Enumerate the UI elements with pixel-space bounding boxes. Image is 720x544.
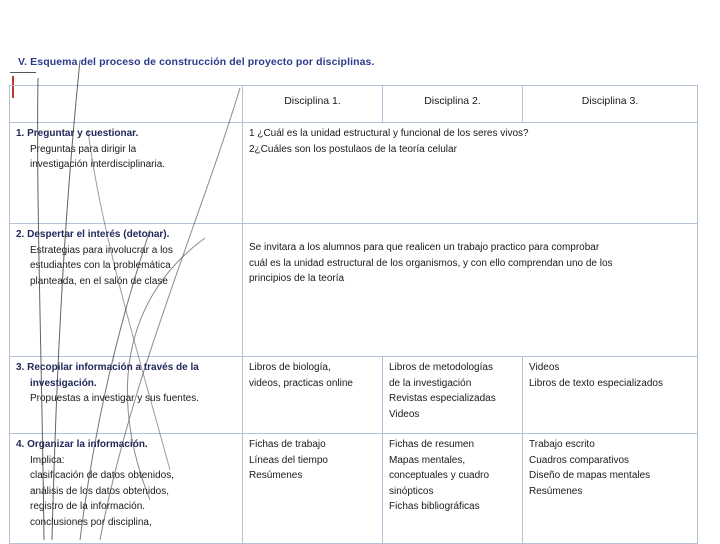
row-desc-line: planteada, en el salón de clase bbox=[30, 275, 168, 287]
row-desc-line: conclusiones por disciplina, bbox=[30, 516, 152, 528]
cell-line: Fichas de resumen bbox=[389, 439, 475, 450]
cell-line: 1 ¿Cuál es la unidad estructural y funcional de los seres vivos? bbox=[249, 128, 529, 139]
row-desc-line: Propuestas a investigar y sus fuentes. bbox=[30, 393, 199, 404]
slide-title: V. Esquema del proceso de construcción del proyecto por disciplinas. bbox=[18, 56, 375, 68]
row-desc-line: Preguntas para dirigir la bbox=[30, 143, 137, 155]
row-heading: 3. Recopilar información a través de la bbox=[16, 362, 199, 373]
cell-line: principios de la teoría bbox=[249, 273, 345, 284]
cell-line: Videos bbox=[389, 408, 420, 420]
row-desc-line: registro de la información. bbox=[30, 501, 146, 512]
row-desc-line: clasificación de datos obtenidos, bbox=[30, 470, 174, 481]
cell-line: conceptuales y cuadro bbox=[389, 470, 490, 481]
cell-line: Revistas especializadas bbox=[389, 393, 496, 404]
header-disciplina-3: Disciplina 3. bbox=[523, 86, 698, 123]
cell-line: Libros de metodologías bbox=[389, 362, 493, 373]
row-desc-line: estudiantes con la problemática bbox=[30, 260, 171, 271]
cell-line: Mapas mentales, bbox=[389, 454, 466, 466]
row-desc-line: investigación. bbox=[30, 377, 97, 389]
cell-line: Resúmenes bbox=[529, 485, 583, 497]
row-desc-line: investigación interdisciplinaria. bbox=[30, 159, 166, 170]
cell-line: cuál es la unidad estructural de los organismos, y con ello comprendan uno de los bbox=[249, 257, 613, 269]
cell-line: 2¿Cuáles son los postulaos de la teoría celular bbox=[249, 143, 457, 155]
row-desc-line: Implica: bbox=[30, 454, 65, 466]
cell-line: Fichas de trabajo bbox=[249, 439, 326, 450]
row-heading: 2. Despertar el interés (detonar). bbox=[16, 229, 170, 240]
cell-line: sinópticos bbox=[389, 485, 434, 497]
cell-line: Trabajo escrito bbox=[529, 439, 595, 450]
cell-line: Libros de biología, bbox=[249, 362, 331, 373]
row-desc-line: análisis de los datos obtenidos, bbox=[30, 485, 169, 497]
header-disciplina-2: Disciplina 2. bbox=[383, 86, 523, 123]
row-desc-line: Estrategias para involucrar a los bbox=[30, 244, 173, 256]
cell-line: Libros de texto especializados bbox=[529, 377, 663, 389]
cell-line: videos, practicas online bbox=[249, 377, 353, 389]
cell-line: de la investigación bbox=[389, 377, 472, 389]
cell-line: Resúmenes bbox=[249, 470, 303, 481]
cell-line: Cuadros comparativos bbox=[529, 454, 630, 466]
row-heading: 4. Organizar la información. bbox=[16, 439, 148, 450]
row-heading: 1. Preguntar y cuestionar. bbox=[16, 128, 139, 139]
cell-line: Líneas del tiempo bbox=[249, 454, 328, 466]
cell-line: Videos bbox=[529, 362, 560, 373]
cell-line: Fichas bibliográficas bbox=[389, 501, 480, 512]
header-disciplina-1: Disciplina 1. bbox=[243, 86, 383, 123]
cell-line: Se invitara a los alumnos para que realicen un trabajo practico para comprobar bbox=[249, 242, 600, 253]
cell-line: Diseño de mapas mentales bbox=[529, 470, 651, 481]
